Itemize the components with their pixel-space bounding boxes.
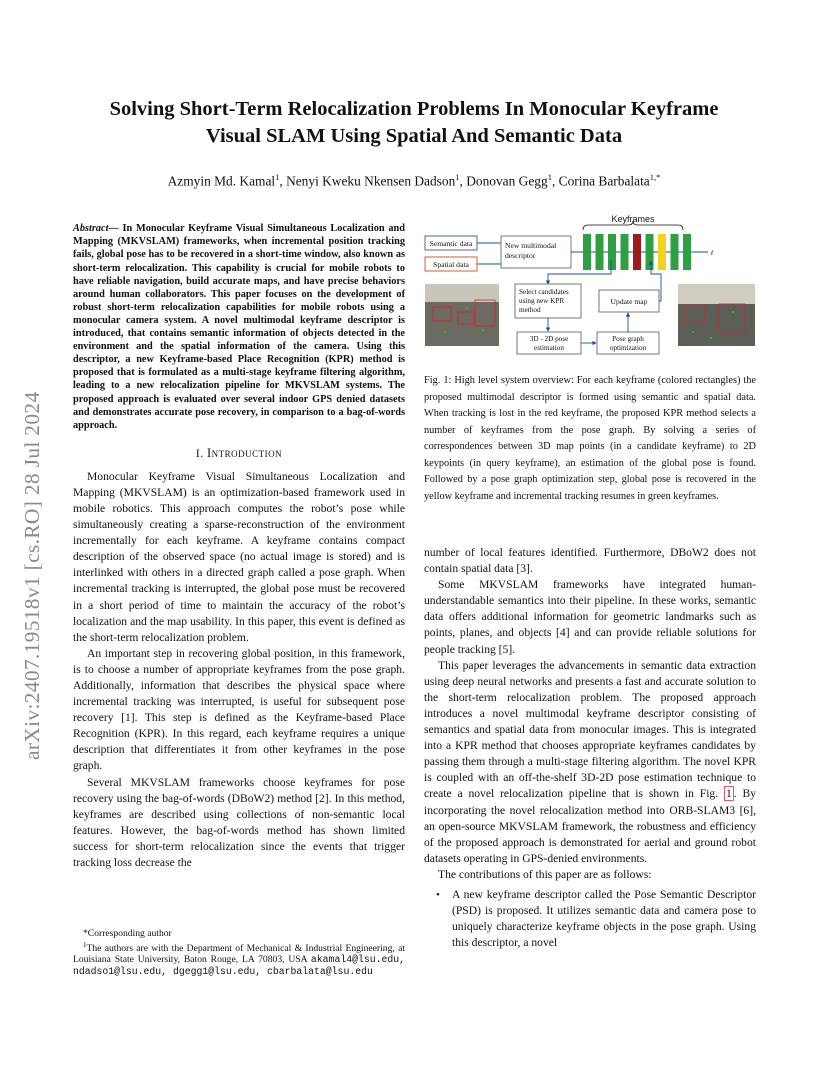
keyframe-rect xyxy=(658,234,666,270)
body-paragraph: Several MKVSLAM frameworks choose keyframes for pose recovery using the bag-of-words (DBoW2) method [2]. In this method, keyframes are described using collections of non-semantic local features. However, the bag-of-words method has shown limited success for short-term relocalization since the events that trigger tracking loss decrease the xyxy=(73,775,405,870)
bullet-icon: • xyxy=(436,888,440,901)
figure-reference-link[interactable]: 1 xyxy=(725,787,732,801)
keyframe-rect xyxy=(633,234,641,270)
author-name: Azmyin Md. Kamal xyxy=(167,173,276,189)
body-paragraph: The contributions of this paper are as follows: xyxy=(438,867,652,881)
pose-estimation-label: 3D - 2D pose estimation xyxy=(529,335,569,352)
footnotes xyxy=(73,928,405,977)
keyframe-rect xyxy=(596,234,604,270)
author-name: Nenyi Kweku Nkensen Dadson xyxy=(286,173,456,189)
paragraph-text: . By incorporating the novel relocalization method into ORB-SLAM3 [6], an open-source MKVSLAM framework, the robustness and efficiency of the proposed approach is demonstrated for aerial and ground robot datasets operating in GPS-denied environments. xyxy=(424,787,756,865)
keyframes-label: Keyframes xyxy=(611,214,655,224)
update-map-label: Update map xyxy=(610,297,648,306)
semantic-data-label: Semantic data xyxy=(429,239,473,248)
keyframe-rect xyxy=(646,234,654,270)
list-item xyxy=(424,887,756,951)
section-title: Introduction xyxy=(206,445,283,460)
right-column xyxy=(424,545,756,951)
pose-graph-label: Pose graph optimization xyxy=(609,335,647,352)
list-item-text: A new keyframe descriptor called the Pose Semantic Descriptor (PSD) is proposed. It utilizes semantic data and camera pose to uniquely characterize keyframe objects in the pose graph. Using this descriptor, a novel xyxy=(452,887,756,950)
svg-text:t: t xyxy=(711,248,714,257)
footnote-affiliation-text: The authors are with the Department of Mechanical & Industrial Engineering, at Louisiana State University, Baton Rouge, LA 70803, USA xyxy=(73,942,405,966)
body-paragraph: number of local features identified. Furthermore, DBoW2 does not contain spatial data [3]. xyxy=(424,546,756,576)
keyframe-rect xyxy=(683,234,691,270)
paragraph-text: This paper leverages the advancements in semantic data extraction using deep neural networks and presents a fast and accurate solution to the short-term relocalization problem. The proposed approach introduces a novel multimodal keyframe descriptor consisting of semantics and spatial data from monocular images. This is integrated into a KPR method that chooses appropriate keyframes candidates by passing them through a multi-stage filtering algorithm. The novel KPR is coupled with an off-the-shelf 3D-2D pose estimation technique to create a novel relocalization pipeline that is shown in Fig. xyxy=(424,658,756,801)
title-line-2: Visual SLAM Using Spatial And Semantic Data xyxy=(205,125,623,147)
keyframe-rect xyxy=(583,234,591,270)
keyframe-rect xyxy=(621,234,629,270)
descriptor-label: New multimodal descriptor xyxy=(505,241,557,260)
footnote-emails[interactable]: akamal4@lsu.edu, ndadso1@lsu.edu, dgegg1@lsu.edu, cbarbalata@lsu.edu xyxy=(73,954,405,977)
body-paragraph: An important step in recovering global position, in this framework, is to choose a number of appropriate keyframes from the pose graph. Additionally, information that describes the physical space where incremental tracking was interrupted, is useful for subsequent pose recovery [1]. This step is defined as the Keyframe-based Place Recognition (KPR). In this regard, each keyframe requires a unique description that differentiates it from other keyframes in the pose graph. xyxy=(73,646,405,773)
abstract xyxy=(73,222,405,432)
keyframe-rect xyxy=(671,234,679,270)
body-paragraph xyxy=(424,658,756,867)
body-paragraph: Some MKVSLAM frameworks have integrated human-understandable semantics into their pipeline. In these works, semantic data offers additional information for geometric landmarks such as points, planes, and objects [4] and can provide reliable solutions for people tracking [5]. xyxy=(424,578,756,656)
author-affiliation-mark: 1 xyxy=(455,172,460,182)
spatial-data-label: Spatial data xyxy=(433,260,469,269)
figure-caption: Fig. 1: High level system overview: For each keyframe (colored rectangles) the proposed multimodal descriptor is formed using semantic and spatial data. When tracking is lost in the red keyframe, the proposed KPR method selects a number of keyframes from the pose graph. By solving a series of correspondences between 3D map points (in a candidate keyframe) to 2D keypoints (in query keyframe), an estimation of the global pose is found. Followed by a pose graph optimization step, global pose is recovered in the yellow keyframe and incremental tracking resumes in green keyframes. xyxy=(424,375,756,502)
author-affiliation-mark: 1,* xyxy=(649,172,661,182)
footnote-mark: 1 xyxy=(83,940,87,949)
arxiv-identifier[interactable]: arXiv:2407.19518v1 [cs.RO] 28 Jul 2024 xyxy=(20,391,44,760)
left-column xyxy=(73,212,405,871)
paper-title xyxy=(60,96,768,150)
author-affiliation-mark: 1 xyxy=(547,172,552,182)
keyframe-rect xyxy=(608,234,616,270)
select-candidates-label: Select candidates using new KPR method xyxy=(519,288,569,314)
body-paragraph: Monocular Keyframe Visual Simultaneous Localization and Mapping (MKVSLAM) is an optimization-based framework used in mobile robotics. This approach computes the robot’s pose while simultaneously creating a sparse-reconstruction of the environment incrementally for each keyframe. A keyframe contains compact description of the observed space (no actual image is stored) and is interlinked with others in a directed graph called a pose graph. When incremental tracking is interrupted, the global pose must be recovered in a short period of time to maintain the accuracy of the robot’s localization and the map usability. In this paper, this event is defined as the short-term relocalization problem. xyxy=(73,469,405,644)
section-heading-introduction xyxy=(73,446,405,461)
abstract-label: Abstract xyxy=(73,223,109,235)
author-list: Azmyin Md. Kamal$^1$, Nenyi Kweku Nkensen Dadson$^1$, Donovan Gegg$^1$, Corina Barbalata$^{1,*}$ xyxy=(167,172,661,189)
contributions-list xyxy=(424,887,756,951)
author-affiliation-mark: 1 xyxy=(275,172,280,182)
section-numeral: I. xyxy=(195,447,204,460)
footnote-corresponding: *Corresponding author xyxy=(83,928,172,939)
keyframe-bars xyxy=(583,234,691,270)
abstract-text: — In Monocular Keyframe Visual Simultaneous Localization and Mapping (MKVSLAM) frameworks, when incremental position tracking fails, global pose has to be recovered in a short-time window, also known as short-term relocalization. This capability is crucial for mobile robots to have reliable navigation, build accurate maps, and have precise behaviors around human collaborators. This paper focuses on the development of robust short-term relocalization capabilities for mobile robots using a monocular camera system. A novel multimodal keyframe descriptor is introduced, that contains semantic information of objects detected in the environment and the spatial information of the camera. Using this descriptor, a new Keyframe-based Place Recognition (KPR) method is proposed that is formulated as a multi-stage keyframe filtering algorithm, leading to a new relocalization pipeline for MKVSLAM systems. The proposed approach is evaluated over several indoor GPS denied datasets and demonstrates accurate pose recovery, in comparison to a bag-of-words approach. xyxy=(73,223,405,431)
footnote-affiliation xyxy=(73,940,405,978)
figure-system-overview xyxy=(423,212,757,358)
title-line-1: Solving Short-Term Relocalization Problems In Monocular Keyframe xyxy=(109,98,719,120)
author-name: Donovan Gegg xyxy=(466,173,548,189)
author-name: Corina Barbalata xyxy=(558,173,650,189)
